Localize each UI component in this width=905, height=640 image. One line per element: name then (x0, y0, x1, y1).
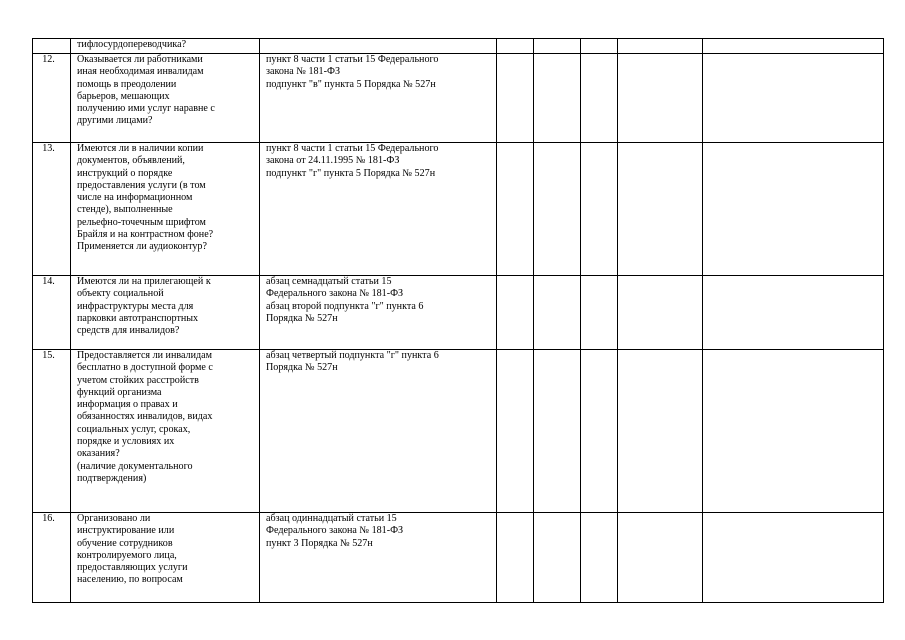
legal-reference-line: Федерального закона № 181-ФЗ (266, 525, 404, 537)
not-applicable-cell (581, 54, 618, 143)
not-applicable-cell (581, 143, 618, 276)
question-line: рельефно-точечным шрифтом (77, 216, 206, 228)
legal-reference-line: Федерального закона № 181-ФЗ (266, 288, 404, 300)
legal-reference-cell (260, 39, 497, 54)
question-line: функций организма (77, 386, 162, 398)
legal-reference-line: абзац семнадцатый статьи 15 (266, 276, 392, 287)
question-line: населению, по вопросам (77, 574, 183, 586)
legal-reference-line: подпункт "в" пункта 5 Порядка № 527н (266, 78, 436, 90)
not-applicable-cell (581, 513, 618, 603)
answer-yes-cell (497, 39, 534, 54)
comment-cell (703, 54, 884, 143)
note-cell (618, 39, 703, 54)
question-line: Предоставляется ли инвалидам (77, 350, 212, 361)
question-line: Брайля и на контрастном фоне? (77, 229, 214, 241)
legal-reference-cell (260, 143, 497, 276)
question-line: иная необходимая инвалидам (77, 66, 204, 78)
legal-reference-line: закона № 181-ФЗ (266, 66, 340, 78)
question-line: средств для инвалидов? (77, 325, 180, 337)
question-line: стенде), выполненные (77, 204, 173, 216)
answer-no-cell (534, 54, 581, 143)
answer-yes-cell (497, 513, 534, 603)
note-cell (618, 54, 703, 143)
comment-cell (703, 350, 884, 513)
question-line: предоставляющих услуги (77, 562, 188, 574)
question-line: бесплатно в доступной форме с (77, 362, 213, 374)
legal-reference-line: абзац второй подпункта "г" пункта 6 (266, 300, 424, 312)
comment-cell (703, 276, 884, 350)
question-line: барьеров, мешающих (77, 90, 170, 102)
question-line: получению ими услуг наравне с (77, 103, 215, 115)
question-line: социальных услуг, сроках, (77, 423, 191, 435)
question-cell (71, 54, 260, 143)
not-applicable-cell (581, 350, 618, 513)
legal-reference-line: пункт 3 Порядка № 527н (266, 537, 373, 549)
row-number: 15. (33, 350, 71, 513)
question-line: помощь в преодолении (77, 78, 177, 90)
row-number: 14. (33, 276, 71, 350)
table-row (33, 350, 884, 513)
checklist-table-body (33, 39, 884, 603)
question-line: Применяется ли аудиоконтур? (77, 241, 207, 253)
question-line: документов, объявлений, (77, 155, 185, 167)
legal-reference-cell (260, 276, 497, 350)
answer-no-cell (534, 276, 581, 350)
question-line: парковки автотранспортных (77, 312, 199, 324)
checklist-table (32, 38, 884, 603)
table-row (33, 39, 884, 54)
legal-reference-cell (260, 54, 497, 143)
legal-reference-line: пункт 8 части 1 статьи 15 Федерального (266, 54, 439, 65)
question-cell (71, 143, 260, 276)
question-line: Имеются ли на прилегающей к (77, 276, 211, 287)
question-line: числе на информационном (77, 192, 193, 204)
row-number: 13. (33, 143, 71, 276)
row-number: 16. (33, 513, 71, 603)
row-number (33, 39, 71, 54)
legal-reference-line: абзац одиннадцатый статьи 15 (266, 513, 397, 524)
legal-reference-cell (260, 513, 497, 603)
table-row (33, 513, 884, 603)
answer-yes-cell (497, 54, 534, 143)
question-line: тифлосурдопереводчика? (77, 39, 187, 50)
question-line: контролируемого лица, (77, 549, 177, 561)
question-line: Организовано ли (77, 513, 151, 524)
answer-no-cell (534, 39, 581, 54)
legal-reference-line: закона от 24.11.1995 № 181-ФЗ (266, 155, 400, 167)
question-cell (71, 350, 260, 513)
question-line: инструктирование или (77, 525, 175, 537)
legal-reference-line: Порядка № 527н (266, 312, 338, 324)
question-line: (наличие документального (77, 460, 193, 472)
legal-reference-line: подпункт "г" пункта 5 Порядка № 527н (266, 167, 436, 179)
row-number: 12. (33, 54, 71, 143)
answer-yes-cell (497, 143, 534, 276)
question-line: Имеются ли в наличии копии (77, 143, 204, 154)
table-row (33, 276, 884, 350)
not-applicable-cell (581, 39, 618, 54)
legal-reference-line: Порядка № 527н (266, 362, 338, 374)
note-cell (618, 276, 703, 350)
note-cell (618, 143, 703, 276)
question-line: инфраструктуры места для (77, 300, 194, 312)
question-line: подтверждения) (77, 472, 147, 484)
legal-reference-line: абзац четвертый подпункта "г" пункта 6 (266, 350, 439, 361)
question-line: объекту социальной (77, 288, 164, 300)
note-cell (618, 350, 703, 513)
answer-yes-cell (497, 350, 534, 513)
answer-no-cell (534, 143, 581, 276)
answer-no-cell (534, 513, 581, 603)
question-line: предоставления услуги (в том (77, 179, 206, 191)
comment-cell (703, 143, 884, 276)
not-applicable-cell (581, 276, 618, 350)
legal-reference-line: пункт 8 части 1 статьи 15 Федерального (266, 143, 439, 154)
question-line: учетом стойких расстройств (77, 374, 199, 386)
comment-cell (703, 39, 884, 54)
legal-reference-cell (260, 350, 497, 513)
question-cell (71, 39, 260, 54)
comment-cell (703, 513, 884, 603)
table-row (33, 54, 884, 143)
question-cell (71, 276, 260, 350)
answer-yes-cell (497, 276, 534, 350)
table-row (33, 143, 884, 276)
question-line: оказания? (77, 448, 120, 460)
question-line: Оказывается ли работниками (77, 54, 203, 65)
answer-no-cell (534, 350, 581, 513)
question-line: инструкций о порядке (77, 167, 173, 179)
question-line: информация о правах и (77, 399, 178, 411)
question-line: порядке и условиях их (77, 436, 175, 448)
question-line: обязанностях инвалидов, видах (77, 411, 213, 423)
note-cell (618, 513, 703, 603)
question-cell (71, 513, 260, 603)
question-line: обучение сотрудников (77, 537, 173, 549)
question-line: другими лицами? (77, 115, 153, 127)
